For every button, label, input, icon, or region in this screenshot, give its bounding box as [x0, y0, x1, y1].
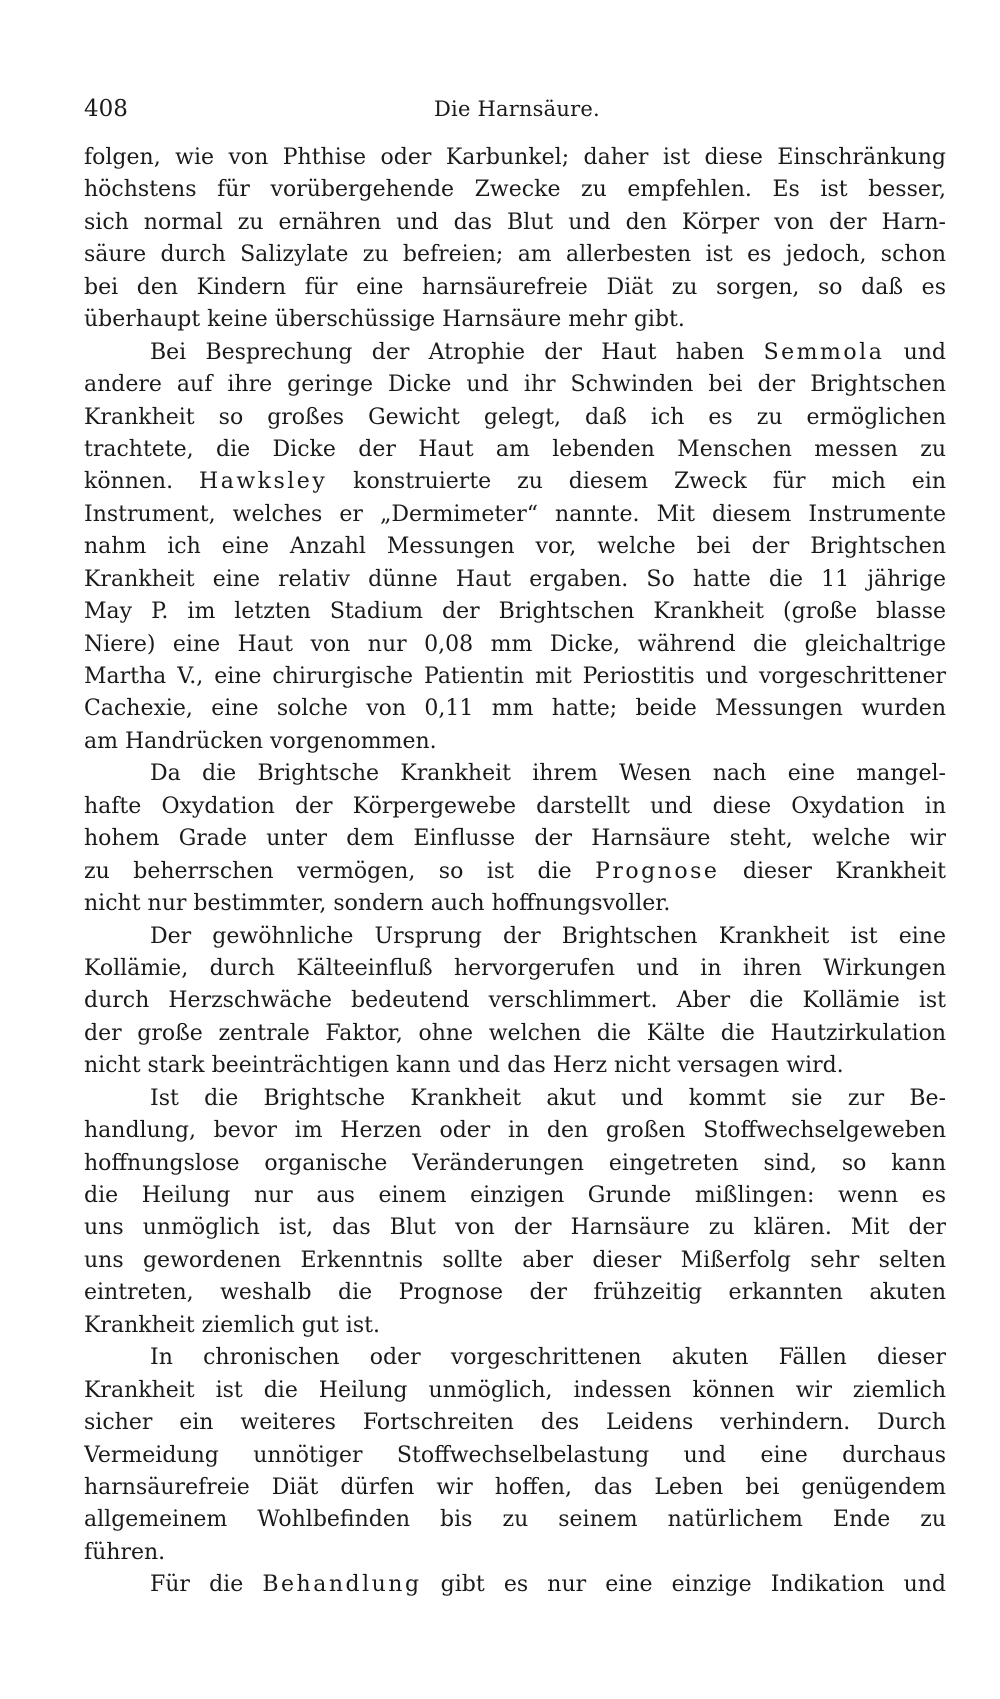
text-line: der große zentrale Faktor, ohne welchen die Kälte die Hautzirkulation — [84, 1020, 946, 1046]
text-line: Kollämie, durch Kälteeinfluß hervorgerufen und in ihren Wirkungen — [84, 955, 946, 981]
text-line: Der gewöhnliche Ursprung der Brightschen Krankheit ist eine — [150, 923, 946, 949]
text-line: allgemeinem Wohlbefinden bis zu seinem natürlichem Ende zu — [84, 1507, 946, 1533]
text-line: Ist die Brightsche Krankheit akut und kommt sie zur Be- — [150, 1085, 946, 1111]
text-line — [84, 856, 946, 888]
text-line: harnsäurefreie Diät dürfen wir hoffen, das Leben bei genügendem — [84, 1474, 946, 1500]
text-line: Cachexie, eine solche von 0,11 mm hatte; beide Messungen wurden — [84, 696, 946, 722]
text-line: Da die Brightsche Krankheit ihrem Wesen nach eine mangel- — [150, 761, 946, 787]
text-line: überhaupt keine überschüssige Harnsäure mehr gibt. — [84, 307, 685, 333]
text-line: uns unmöglich ist, das Blut von der Harnsäure zu klären. Mit der — [84, 1215, 946, 1241]
spaced-term: Prognose — [595, 858, 720, 884]
text-line: sich normal zu ernähren und das Blut und den Körper von der Harn- — [84, 209, 946, 235]
text-line: Krankheit so großes Gewicht gelegt, daß ich es zu ermöglichen — [84, 404, 946, 430]
text-line: folgen, wie von Phthise oder Karbunkel; daher ist diese Einschränkung — [84, 145, 946, 170]
text-line: Krankheit eine relativ dünne Haut ergaben. So hatte die 11 jährige — [84, 566, 946, 592]
spaced-term: Behandlung — [262, 1572, 422, 1598]
text-line: hohem Grade unter dem Einflusse der Harnsäure steht, welche wir — [84, 826, 946, 852]
running-title: Die Harnsäure. — [434, 97, 600, 121]
page-number: 408 — [84, 96, 128, 122]
body-text — [84, 142, 946, 1602]
text-run: dieser Krankheit — [719, 858, 946, 884]
text-run: Bei Besprechung der Atrophie der Haut haben — [150, 339, 764, 365]
text-line — [84, 1569, 946, 1601]
text-line: nicht nur bestimmter, sondern auch hoffnungsvoller. — [84, 891, 671, 917]
text-line: die Heilung nur aus einem einzigen Grunde mißlingen: wenn es — [84, 1183, 946, 1208]
text-line: führen. — [84, 1539, 166, 1565]
spaced-name: Hawksley — [199, 469, 328, 495]
text-line: hoffnungslose organische Veränderungen eingetreten sind, so kann — [84, 1150, 946, 1176]
text-line: höchstens für vorübergehende Zwecke zu empfehlen. Es ist besser, — [84, 177, 946, 203]
text-run: können. — [84, 469, 200, 495]
text-line: Niere) eine Haut von nur 0,08 mm Dicke, während die gleichaltrige — [84, 631, 946, 657]
text-line: Vermeidung unnötiger Stoffwechselbelastung und eine durchaus — [84, 1442, 946, 1468]
text-run: und — [884, 339, 946, 365]
text-line: andere auf ihre geringe Dicke und ihr Schwinden bei der Brightschen — [84, 372, 946, 398]
spaced-name: Semmola — [763, 339, 885, 365]
text-line: am Handrücken vorgenommen. — [84, 728, 437, 754]
text-line: May P. im letzten Stadium der Brightschen Krankheit (große blasse — [84, 599, 946, 625]
text-line: säure durch Salizylate zu befreien; am allerbesten ist es jedoch, schon — [84, 242, 946, 268]
text-line — [84, 337, 946, 369]
text-line: bei den Kindern für eine harnsäurefreie Diät zu sorgen, so daß es — [84, 274, 946, 300]
text-run: gibt es nur eine einzige Indikation und — [421, 1572, 946, 1598]
text-line: nicht stark beeinträchtigen kann und das Herz nicht versagen wird. — [84, 1053, 844, 1079]
text-line: In chronischen oder vorgeschrittenen akuten Fällen dieser — [150, 1345, 946, 1371]
text-line: durch Herzschwäche bedeutend verschlimmert. Aber die Kollämie ist — [84, 988, 946, 1014]
text-line: sicher ein weiteres Fortschreiten des Leidens verhindern. Durch — [84, 1410, 946, 1436]
text-line: Martha V., eine chirurgische Patientin mit Periostitis und vorgeschrittener — [84, 664, 946, 689]
text-run: zu beherrschen vermögen, so ist die — [84, 858, 596, 884]
text-line: trachtete, die Dicke der Haut am lebenden Menschen messen zu — [84, 436, 946, 462]
text-line: handlung, bevor im Herzen oder in den großen Stoffwechselgeweben — [84, 1118, 946, 1144]
text-line: Krankheit ziemlich gut ist. — [84, 1312, 380, 1338]
text-run: Für die — [150, 1572, 263, 1598]
text-line: nahm ich eine Anzahl Messungen vor, welche bei der Brightschen — [84, 534, 946, 560]
text-run: konstruierte zu diesem Zweck für mich ein — [327, 469, 946, 495]
text-line: uns gewordenen Erkenntnis sollte aber dieser Mißerfolg sehr selten — [84, 1247, 946, 1273]
text-line: hafte Oxydation der Körpergewebe darstellt und diese Oxydation in — [84, 793, 946, 819]
text-line — [84, 466, 946, 498]
text-line: Krankheit ist die Heilung unmöglich, indessen können wir ziemlich — [84, 1377, 946, 1403]
text-line: Instrument, welches er „Dermimeter“ nannte. Mit diesem Instrumente — [84, 501, 946, 527]
text-line: eintreten, weshalb die Prognose der frühzeitig erkannten akuten — [84, 1280, 946, 1306]
page-header — [84, 93, 944, 125]
